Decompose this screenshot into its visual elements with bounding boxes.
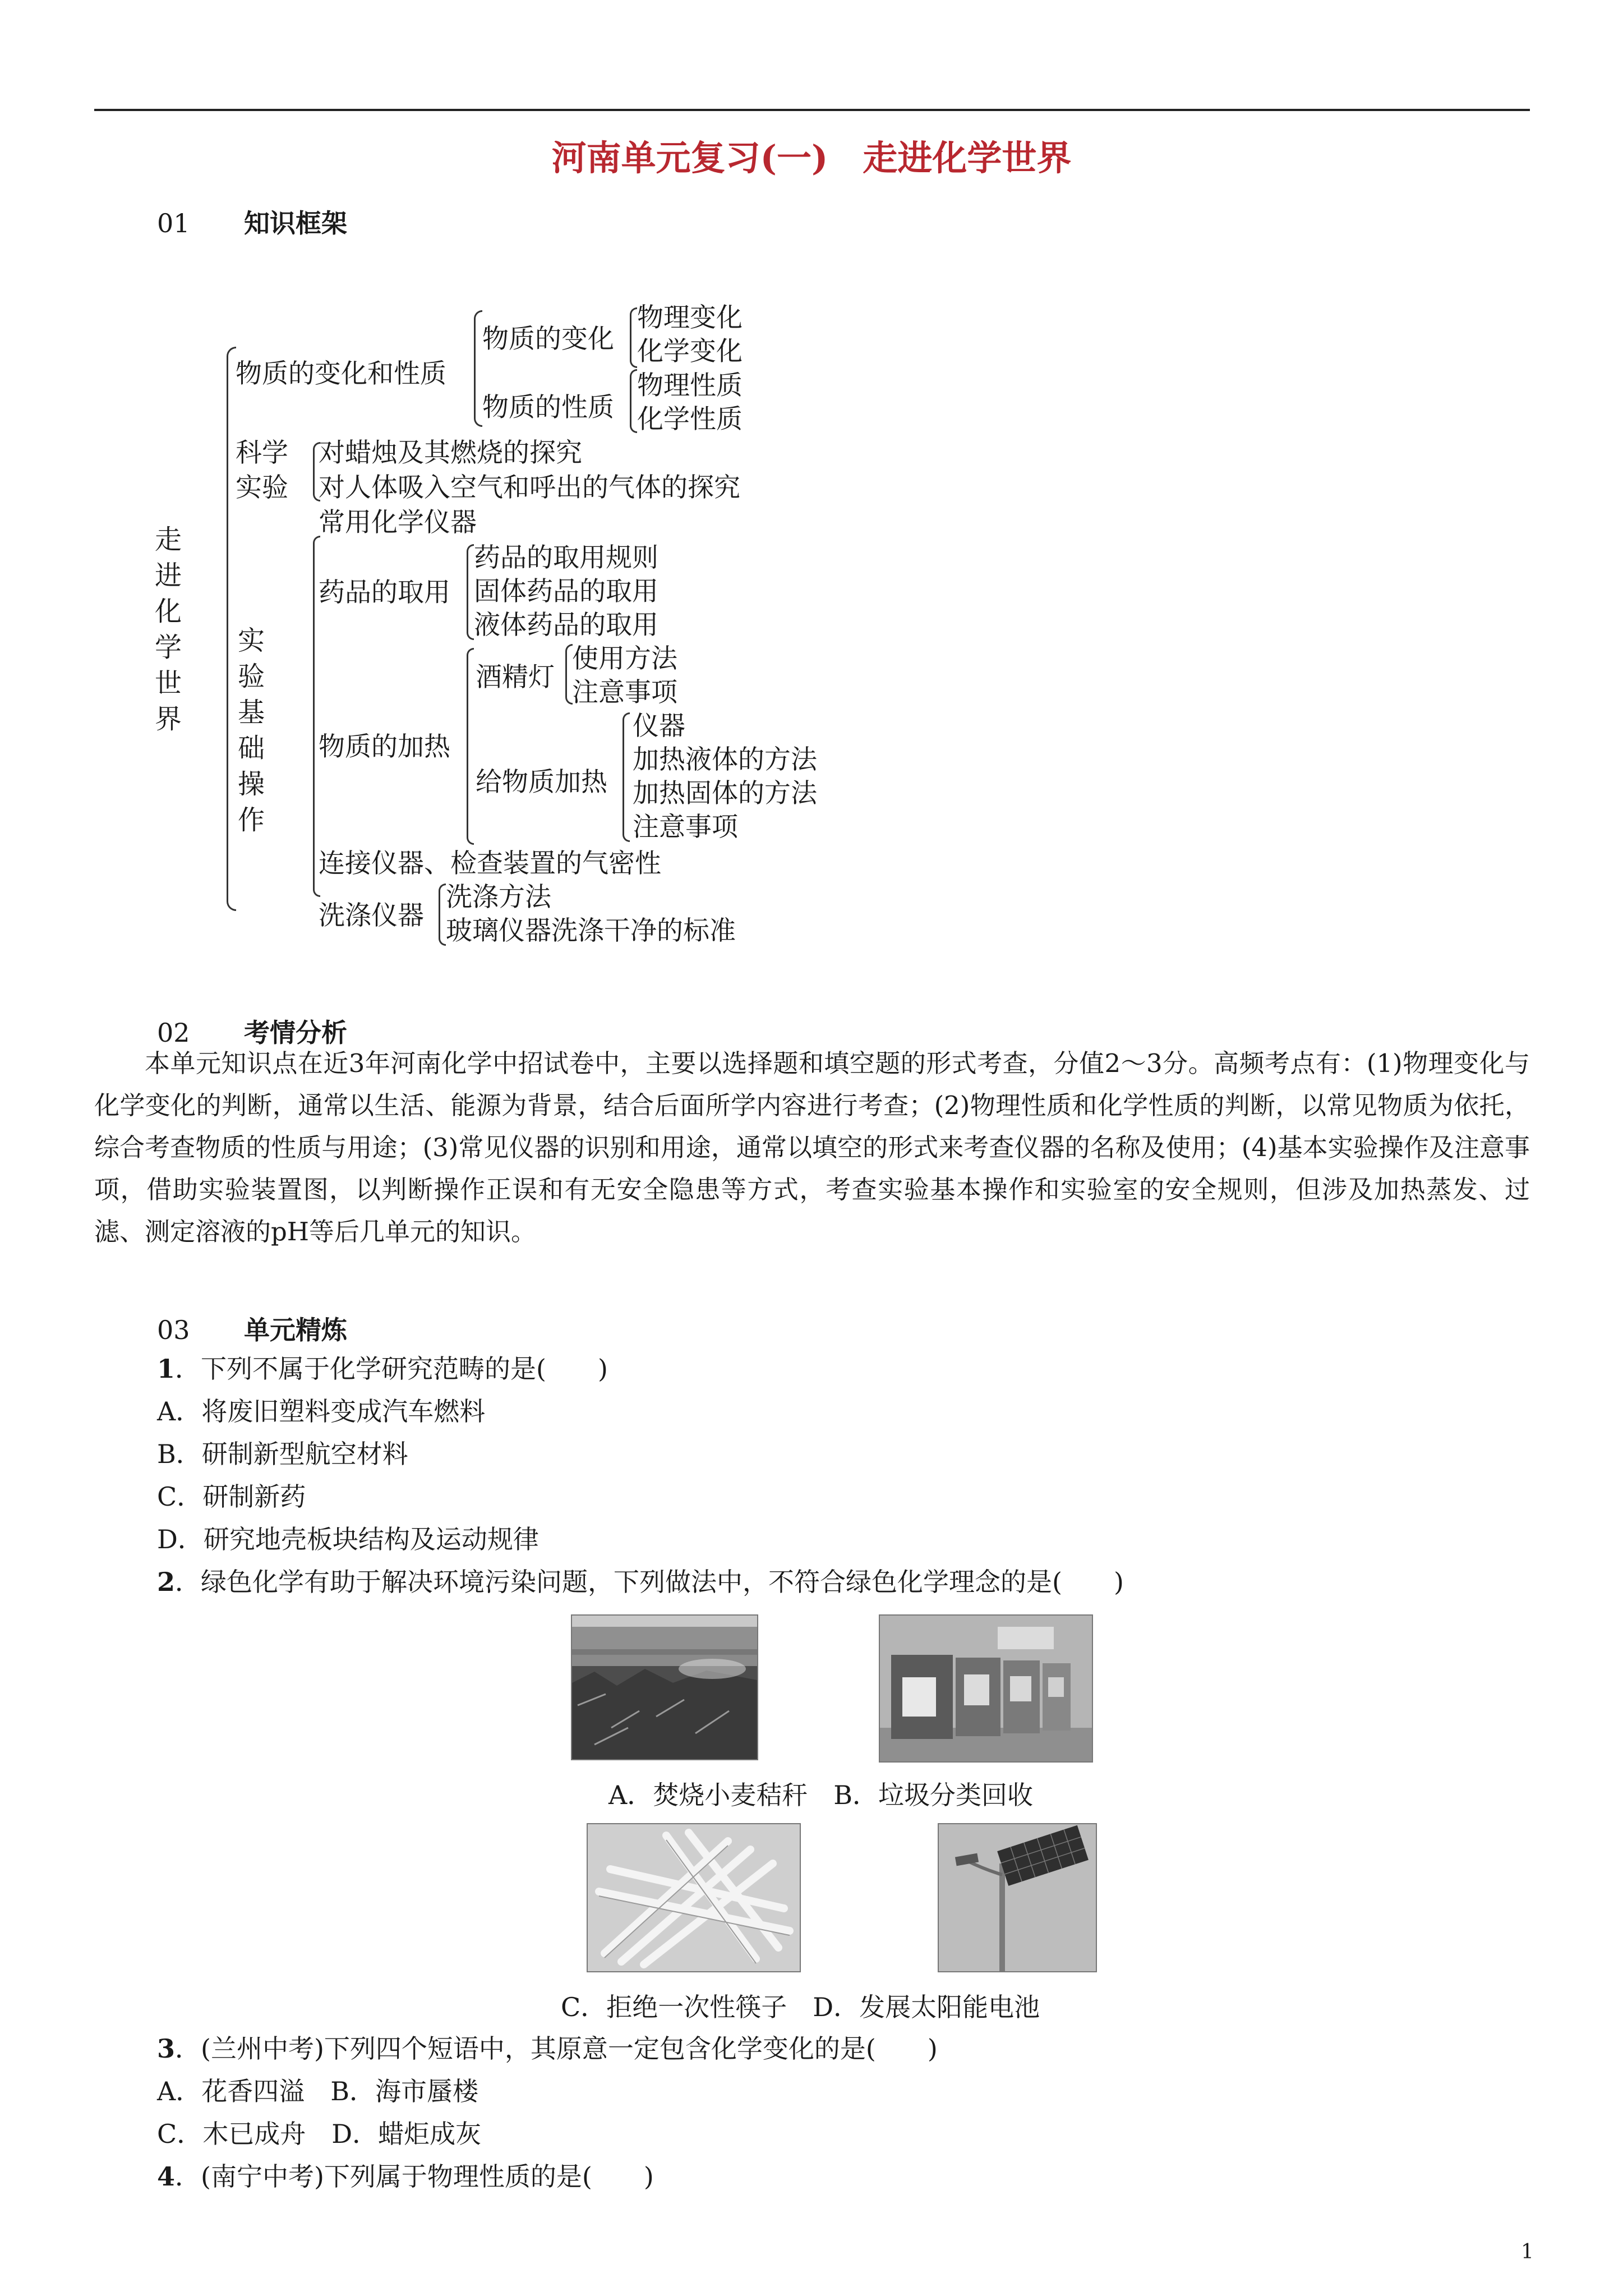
photo-chopsticks (587, 1823, 801, 1972)
q2-captions-row1: A．焚烧小麦秸秆 B．垃圾分类回收 (608, 1780, 1034, 1810)
brace-drug (467, 544, 474, 640)
question-1: 1．下列不属于化学研究范畴的是( ) (157, 1354, 608, 1384)
node-connect-instruments: 连接仪器、检查装置的气密性 (319, 848, 661, 879)
top-rule (94, 109, 1530, 111)
leaf-wash-method: 洗涤方法 (446, 882, 551, 913)
q3-options-row1: A．花香四溢 B．海市蜃楼 (157, 2076, 479, 2106)
q1-option-a: A．将废旧塑料变成汽车燃料 (157, 1396, 486, 1427)
question-4: 4．(南宁中考)下列属于物理性质的是( ) (157, 2161, 654, 2192)
brace-heating-substance (623, 712, 630, 842)
photo-burning-straw (571, 1614, 758, 1760)
leaf-physical-change: 物理变化 (637, 302, 743, 333)
section-number: 03 (157, 1315, 190, 1345)
question-stem: 绿色化学有助于解决环境污染问题，下列做法中，不符合绿色化学理念的是( ) (201, 1567, 1124, 1597)
leaf-chemical-change: 化学变化 (637, 336, 743, 367)
section-number: 01 (157, 208, 190, 238)
leaf-lamp-usage: 使用方法 (572, 643, 677, 674)
leaf-heating-instruments: 仪器 (633, 711, 685, 742)
brace-wash (439, 884, 446, 946)
framework-root: 走 进 化 学 世 界 (154, 524, 182, 735)
question-stem: (南宁中考)下列属于物理性质的是( ) (201, 2161, 654, 2192)
node-drug-taking: 药品的取用 (319, 577, 450, 608)
leaf-breath-experiment: 对人体吸入空气和呼出的气体的探究 (319, 472, 740, 503)
node-substance-change: 物质的变化 (482, 324, 614, 355)
question-number: 3 (157, 2033, 176, 2064)
section-heading-framework (157, 203, 347, 240)
node-heating: 物质的加热 (319, 731, 450, 762)
analysis-paragraph: 本单元知识点在近3年河南化学中招试卷中，主要以选择题和填空题的形式考查，分值2～3分。高频考点有：(1)物理变化与化学变化的判断，通常以生活、能源为背景，结合后面所学内容进行考查；(2)物理性质和化学性质的判断，以常见物质为依托，综合考查物质的性质与用途；(3)常见仪器的识别和用途，通常以填空的形式来考查仪器的名称及使用；(4)基本实验操作及注意事项，借助实验装置图，以判断操作正误和有无安全隐患等方式，考查实验基本操作和实验室的安全规则，但涉及加热蒸发、过滤、测定溶液的pH等后几单元的知识。 (94, 1048, 1530, 1246)
question-number: 1 (157, 1354, 176, 1384)
section-title: 考情分析 (244, 1018, 347, 1048)
page-number: 1 (1521, 2240, 1534, 2263)
branch-basic-operations: 实 验 基 础 操 作 (237, 625, 265, 836)
node-wash-instruments: 洗涤仪器 (319, 900, 424, 931)
section-number: 02 (157, 1018, 190, 1048)
root-brace (227, 347, 236, 911)
question-2: 2．绿色化学有助于解决环境污染问题，下列做法中，不符合绿色化学理念的是( ) (157, 1567, 1124, 1597)
node-common-instruments: 常用化学仪器 (319, 507, 477, 538)
leaf-heating-solid: 加热固体的方法 (633, 778, 817, 809)
q1-option-d: D．研究地壳板块结构及运动规律 (157, 1524, 539, 1554)
section-title: 知识框架 (244, 208, 347, 238)
leaf-chemical-property: 化学性质 (637, 404, 743, 435)
question-stem: 下列不属于化学研究范畴的是( ) (201, 1354, 608, 1384)
branch-science-experiment-line2: 实验 (236, 472, 288, 503)
leaf-liquid-drug: 液体药品的取用 (474, 610, 658, 641)
photo-solar-lamp (938, 1823, 1097, 1972)
brace-heating (467, 648, 474, 845)
q1-option-c: C．研制新药 (157, 1481, 306, 1512)
photo-recycling-bins (879, 1614, 1093, 1763)
leaf-heating-notes: 注意事项 (633, 812, 738, 843)
question-stem: (兰州中考)下列四个短语中，其原意一定包含化学变化的是( ) (201, 2033, 938, 2064)
question-3: 3．(兰州中考)下列四个短语中，其原意一定包含化学变化的是( ) (157, 2033, 938, 2064)
branch-change-and-property: 物质的变化和性质 (236, 358, 446, 389)
question-number: 2 (157, 1567, 176, 1597)
brace-change (630, 307, 637, 368)
section-heading-practice (157, 1310, 347, 1347)
brace-branch1 (474, 310, 482, 427)
q1-option-b: B．研制新型航空材料 (157, 1439, 408, 1469)
brace-property (630, 369, 637, 433)
node-substance-property: 物质的性质 (482, 392, 614, 423)
leaf-candle-experiment: 对蜡烛及其燃烧的探究 (319, 438, 582, 468)
node-heating-substance: 给物质加热 (476, 767, 607, 798)
leaf-drug-rules: 药品的取用规则 (474, 542, 658, 573)
q3-options-row2: C．木已成舟 D．蜡炬成灰 (157, 2119, 482, 2149)
branch-science-experiment-line1: 科学 (236, 438, 288, 468)
node-alcohol-lamp: 酒精灯 (476, 662, 555, 693)
leaf-wash-standard: 玻璃仪器洗涤干净的标准 (446, 915, 736, 946)
leaf-heating-liquid: 加热液体的方法 (633, 744, 817, 775)
leaf-solid-drug: 固体药品的取用 (474, 576, 658, 607)
page-title: 河南单元复习(一) 走进化学世界 (551, 137, 1072, 178)
question-number: 4 (157, 2161, 176, 2192)
leaf-physical-property: 物理性质 (637, 370, 743, 401)
section-title: 单元精炼 (244, 1315, 347, 1345)
leaf-lamp-notes: 注意事项 (572, 677, 677, 708)
q2-captions-row2: C．拒绝一次性筷子 D．发展太阳能电池 (561, 1992, 1040, 2022)
